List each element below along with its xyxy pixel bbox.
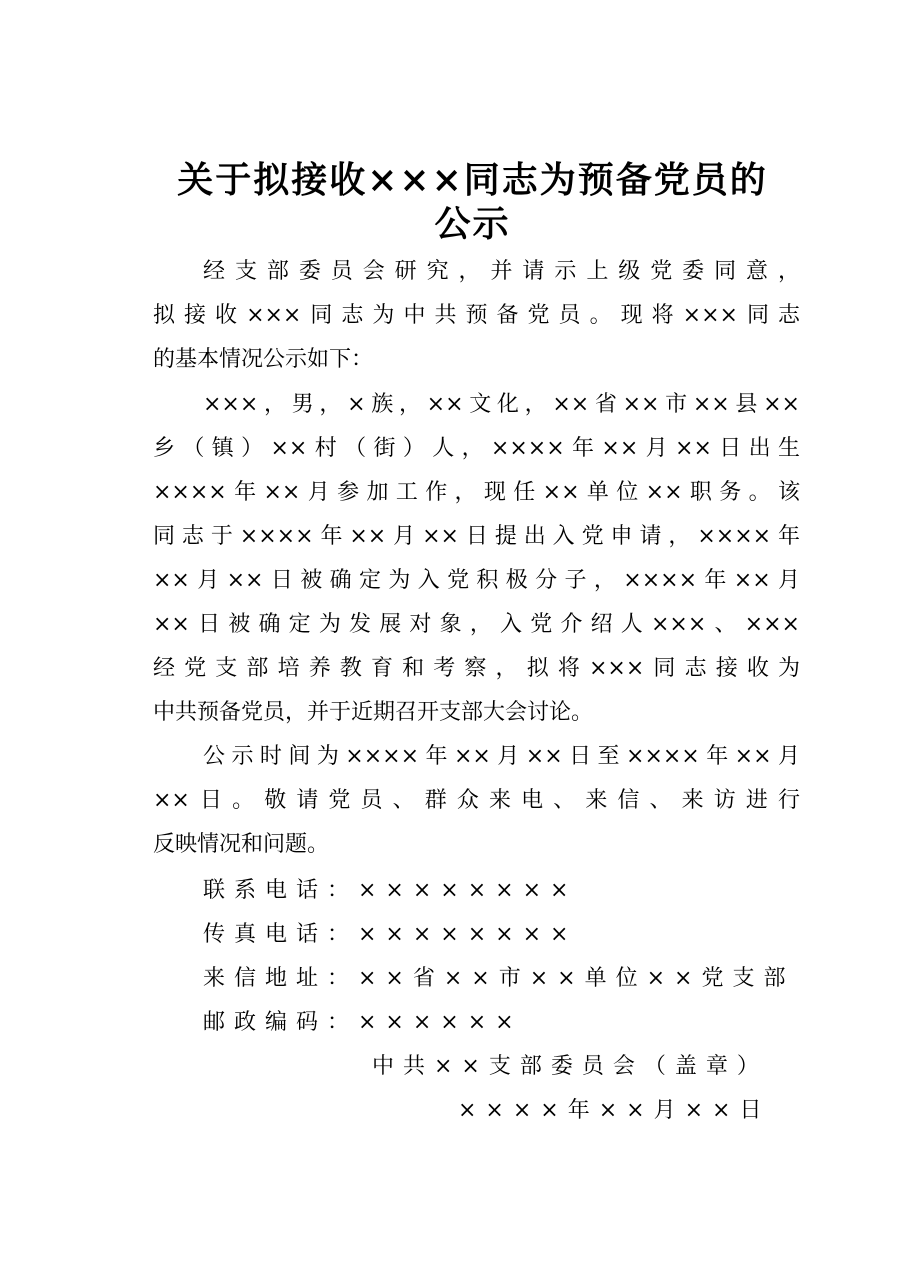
- document-title-line-1: 关于拟接收×××同志为预备党员的: [177, 159, 768, 201]
- paragraph-3-line-1: 公示时间为××××年××月××日至××××年××月: [203, 744, 800, 769]
- paragraph-1-line-2: 拟接收×××同志为中共预备党员。现将×××同志: [153, 303, 800, 328]
- paragraph-2-line-6: ××日被确定为发展对象，入党介绍人×××、×××: [153, 612, 800, 637]
- document-title-line-2: 公示: [434, 203, 511, 245]
- paragraph-3-line-2: ××日。敬请党员、群众来电、来信、来访进行: [153, 788, 800, 813]
- contact-fax: 传真电话：××××××××: [203, 922, 578, 947]
- paragraph-1-line-1: 经支部委员会研究，并请示上级党委同意，: [203, 259, 800, 284]
- paragraph-2-line-2: 乡（镇）××村（街）人，××××年××月××日出生: [153, 436, 800, 461]
- paragraph-2-line-3: ××××年××月参加工作，现任××单位××职务。该: [153, 480, 800, 505]
- paragraph-2-line-7: 经党支部培养教育和考察，拟将×××同志接收为: [153, 656, 800, 681]
- signature-organization: 中共××支部委员会（盖章）: [372, 1054, 768, 1079]
- contact-phone: 联系电话：××××××××: [203, 878, 578, 903]
- paragraph-2-line-4: 同志于××××年××月××日提出入党申请，××××年: [153, 524, 800, 549]
- contact-address: 来信地址：××省××市××单位××党支部: [203, 966, 795, 991]
- paragraph-2-line-5: ××月××日被确定为入党积极分子，××××年××月: [153, 568, 800, 593]
- signature-date: ××××年××月××日: [458, 1098, 771, 1123]
- contact-postcode: 邮政编码：××××××: [203, 1010, 523, 1035]
- paragraph-2-line-8: 中共预备党员，并于近期召开支部大会讨论。: [153, 700, 594, 725]
- paragraph-2-line-1: ×××，男，×族，××文化，××省××市××县××: [203, 392, 800, 417]
- paragraph-3-line-3: 反映情况和问题。: [153, 832, 330, 857]
- paragraph-1-line-3: 的基本情况公示如下：: [153, 347, 374, 372]
